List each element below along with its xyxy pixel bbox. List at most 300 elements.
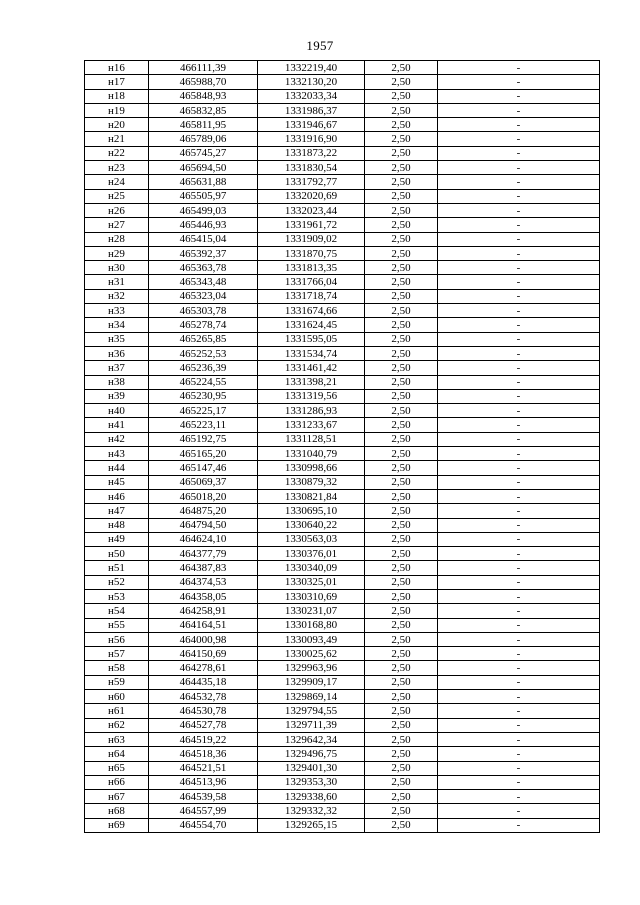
precision-cell: 2,50 <box>365 818 438 832</box>
x-coordinate-cell: 465343,48 <box>149 275 258 289</box>
precision-cell: 2,50 <box>365 718 438 732</box>
x-coordinate-cell: 465415,04 <box>149 232 258 246</box>
table-row <box>85 461 600 475</box>
y-coordinate-cell: 1331961,72 <box>258 218 365 232</box>
precision-cell: 2,50 <box>365 732 438 746</box>
point-label-cell: н57 <box>85 647 149 661</box>
y-coordinate-cell: 1330563,03 <box>258 532 365 546</box>
precision-cell: 2,50 <box>365 690 438 704</box>
x-coordinate-cell: 465392,37 <box>149 246 258 260</box>
table-row <box>85 61 600 75</box>
x-coordinate-cell: 465224,55 <box>149 375 258 389</box>
table-row <box>85 675 600 689</box>
precision-cell: 2,50 <box>365 604 438 618</box>
table-row <box>85 361 600 375</box>
precision-cell: 2,50 <box>365 518 438 532</box>
point-label-cell: н56 <box>85 632 149 646</box>
point-label-cell: н60 <box>85 690 149 704</box>
precision-cell: 2,50 <box>365 289 438 303</box>
x-coordinate-cell: 465505,97 <box>149 189 258 203</box>
precision-cell: 2,50 <box>365 389 438 403</box>
note-cell: - <box>438 161 600 175</box>
note-cell: - <box>438 561 600 575</box>
precision-cell: 2,50 <box>365 375 438 389</box>
y-coordinate-cell: 1331813,35 <box>258 261 365 275</box>
note-cell: - <box>438 418 600 432</box>
precision-cell: 2,50 <box>365 103 438 117</box>
y-coordinate-cell: 1331674,66 <box>258 304 365 318</box>
point-label-cell: н50 <box>85 547 149 561</box>
note-cell: - <box>438 532 600 546</box>
x-coordinate-cell: 464358,05 <box>149 589 258 603</box>
table-row <box>85 132 600 146</box>
point-label-cell: н20 <box>85 118 149 132</box>
point-label-cell: н34 <box>85 318 149 332</box>
note-cell: - <box>438 218 600 232</box>
table-row <box>85 447 600 461</box>
table-row <box>85 103 600 117</box>
point-label-cell: н49 <box>85 532 149 546</box>
y-coordinate-cell: 1330325,01 <box>258 575 365 589</box>
y-coordinate-cell: 1331873,22 <box>258 146 365 160</box>
point-label-cell: н22 <box>85 146 149 160</box>
note-cell: - <box>438 146 600 160</box>
y-coordinate-cell: 1329353,30 <box>258 775 365 789</box>
x-coordinate-cell: 464554,70 <box>149 818 258 832</box>
point-label-cell: н35 <box>85 332 149 346</box>
note-cell: - <box>438 475 600 489</box>
precision-cell: 2,50 <box>365 146 438 160</box>
precision-cell: 2,50 <box>365 790 438 804</box>
table-row <box>85 346 600 360</box>
x-coordinate-cell: 464532,78 <box>149 690 258 704</box>
y-coordinate-cell: 1331595,05 <box>258 332 365 346</box>
x-coordinate-cell: 465848,93 <box>149 89 258 103</box>
table-row <box>85 175 600 189</box>
y-coordinate-cell: 1331830,54 <box>258 161 365 175</box>
precision-cell: 2,50 <box>365 361 438 375</box>
table-row <box>85 618 600 632</box>
x-coordinate-cell: 465446,93 <box>149 218 258 232</box>
point-label-cell: н31 <box>85 275 149 289</box>
note-cell: - <box>438 447 600 461</box>
point-label-cell: н30 <box>85 261 149 275</box>
note-cell: - <box>438 232 600 246</box>
y-coordinate-cell: 1332033,34 <box>258 89 365 103</box>
y-coordinate-cell: 1329869,14 <box>258 690 365 704</box>
y-coordinate-cell: 1329496,75 <box>258 747 365 761</box>
note-cell: - <box>438 661 600 675</box>
precision-cell: 2,50 <box>365 61 438 75</box>
point-label-cell: н42 <box>85 432 149 446</box>
x-coordinate-cell: 465323,04 <box>149 289 258 303</box>
table-row <box>85 275 600 289</box>
precision-cell: 2,50 <box>365 161 438 175</box>
point-label-cell: н21 <box>85 132 149 146</box>
point-label-cell: н25 <box>85 189 149 203</box>
note-cell: - <box>438 647 600 661</box>
table-row <box>85 561 600 575</box>
x-coordinate-cell: 464557,99 <box>149 804 258 818</box>
point-label-cell: н26 <box>85 203 149 217</box>
precision-cell: 2,50 <box>365 704 438 718</box>
table-row <box>85 89 600 103</box>
table-row <box>85 518 600 532</box>
y-coordinate-cell: 1331870,75 <box>258 246 365 260</box>
precision-cell: 2,50 <box>365 632 438 646</box>
x-coordinate-cell: 464164,51 <box>149 618 258 632</box>
precision-cell: 2,50 <box>365 589 438 603</box>
x-coordinate-cell: 465745,27 <box>149 146 258 160</box>
note-cell: - <box>438 103 600 117</box>
point-label-cell: н44 <box>85 461 149 475</box>
table-row <box>85 604 600 618</box>
table-row <box>85 718 600 732</box>
table-row <box>85 404 600 418</box>
table-row <box>85 389 600 403</box>
precision-cell: 2,50 <box>365 504 438 518</box>
note-cell: - <box>438 375 600 389</box>
note-cell: - <box>438 389 600 403</box>
point-label-cell: н66 <box>85 775 149 789</box>
x-coordinate-cell: 464000,98 <box>149 632 258 646</box>
table-row <box>85 532 600 546</box>
precision-cell: 2,50 <box>365 747 438 761</box>
table-row <box>85 661 600 675</box>
note-cell: - <box>438 304 600 318</box>
point-label-cell: н51 <box>85 561 149 575</box>
point-label-cell: н67 <box>85 790 149 804</box>
note-cell: - <box>438 732 600 746</box>
note-cell: - <box>438 175 600 189</box>
x-coordinate-cell: 465278,74 <box>149 318 258 332</box>
point-label-cell: н53 <box>85 589 149 603</box>
note-cell: - <box>438 361 600 375</box>
note-cell: - <box>438 89 600 103</box>
x-coordinate-cell: 465832,85 <box>149 103 258 117</box>
table-row <box>85 704 600 718</box>
y-coordinate-cell: 1331766,04 <box>258 275 365 289</box>
y-coordinate-cell: 1331286,93 <box>258 404 365 418</box>
coordinates-table <box>84 60 600 833</box>
point-label-cell: н43 <box>85 447 149 461</box>
precision-cell: 2,50 <box>365 761 438 775</box>
note-cell: - <box>438 132 600 146</box>
precision-cell: 2,50 <box>365 189 438 203</box>
x-coordinate-cell: 464513,96 <box>149 775 258 789</box>
point-label-cell: н52 <box>85 575 149 589</box>
y-coordinate-cell: 1329963,96 <box>258 661 365 675</box>
point-label-cell: н24 <box>85 175 149 189</box>
table-row <box>85 246 600 260</box>
x-coordinate-cell: 465303,78 <box>149 304 258 318</box>
y-coordinate-cell: 1331718,74 <box>258 289 365 303</box>
table-row <box>85 632 600 646</box>
table-row <box>85 647 600 661</box>
point-label-cell: н65 <box>85 761 149 775</box>
precision-cell: 2,50 <box>365 261 438 275</box>
note-cell: - <box>438 747 600 761</box>
table-row <box>85 146 600 160</box>
table-row <box>85 489 600 503</box>
y-coordinate-cell: 1331792,77 <box>258 175 365 189</box>
note-cell: - <box>438 690 600 704</box>
table-row <box>85 75 600 89</box>
y-coordinate-cell: 1330310,69 <box>258 589 365 603</box>
precision-cell: 2,50 <box>365 304 438 318</box>
point-label-cell: н16 <box>85 61 149 75</box>
point-label-cell: н59 <box>85 675 149 689</box>
note-cell: - <box>438 518 600 532</box>
y-coordinate-cell: 1330231,07 <box>258 604 365 618</box>
x-coordinate-cell: 464150,69 <box>149 647 258 661</box>
table-row <box>85 375 600 389</box>
y-coordinate-cell: 1330695,10 <box>258 504 365 518</box>
table-row <box>85 289 600 303</box>
note-cell: - <box>438 346 600 360</box>
point-label-cell: н55 <box>85 618 149 632</box>
point-label-cell: н47 <box>85 504 149 518</box>
x-coordinate-cell: 465223,11 <box>149 418 258 432</box>
x-coordinate-cell: 464374,53 <box>149 575 258 589</box>
x-coordinate-cell: 465147,46 <box>149 461 258 475</box>
note-cell: - <box>438 675 600 689</box>
precision-cell: 2,50 <box>365 618 438 632</box>
table-row <box>85 790 600 804</box>
table-row <box>85 504 600 518</box>
table-row <box>85 547 600 561</box>
precision-cell: 2,50 <box>365 489 438 503</box>
precision-cell: 2,50 <box>365 232 438 246</box>
precision-cell: 2,50 <box>365 561 438 575</box>
precision-cell: 2,50 <box>365 404 438 418</box>
precision-cell: 2,50 <box>365 475 438 489</box>
x-coordinate-cell: 464278,61 <box>149 661 258 675</box>
precision-cell: 2,50 <box>365 118 438 132</box>
note-cell: - <box>438 761 600 775</box>
note-cell: - <box>438 575 600 589</box>
precision-cell: 2,50 <box>365 218 438 232</box>
point-label-cell: н48 <box>85 518 149 532</box>
x-coordinate-cell: 465988,70 <box>149 75 258 89</box>
point-label-cell: н29 <box>85 246 149 260</box>
precision-cell: 2,50 <box>365 804 438 818</box>
y-coordinate-cell: 1329642,34 <box>258 732 365 746</box>
y-coordinate-cell: 1332219,40 <box>258 61 365 75</box>
table-row <box>85 218 600 232</box>
table-row <box>85 775 600 789</box>
note-cell: - <box>438 704 600 718</box>
y-coordinate-cell: 1331916,90 <box>258 132 365 146</box>
x-coordinate-cell: 465192,75 <box>149 432 258 446</box>
precision-cell: 2,50 <box>365 532 438 546</box>
y-coordinate-cell: 1330998,66 <box>258 461 365 475</box>
table-row <box>85 475 600 489</box>
table-row <box>85 690 600 704</box>
note-cell: - <box>438 461 600 475</box>
x-coordinate-cell: 465252,53 <box>149 346 258 360</box>
x-coordinate-cell: 464624,10 <box>149 532 258 546</box>
table-row <box>85 304 600 318</box>
point-label-cell: н69 <box>85 818 149 832</box>
precision-cell: 2,50 <box>365 246 438 260</box>
y-coordinate-cell: 1332023,44 <box>258 203 365 217</box>
point-label-cell: н54 <box>85 604 149 618</box>
table-row <box>85 232 600 246</box>
note-cell: - <box>438 75 600 89</box>
table-row <box>85 332 600 346</box>
x-coordinate-cell: 465236,39 <box>149 361 258 375</box>
y-coordinate-cell: 1331986,37 <box>258 103 365 117</box>
note-cell: - <box>438 804 600 818</box>
table-row <box>85 203 600 217</box>
precision-cell: 2,50 <box>365 89 438 103</box>
point-label-cell: н39 <box>85 389 149 403</box>
y-coordinate-cell: 1329794,55 <box>258 704 365 718</box>
x-coordinate-cell: 464387,83 <box>149 561 258 575</box>
precision-cell: 2,50 <box>365 132 438 146</box>
note-cell: - <box>438 818 600 832</box>
note-cell: - <box>438 275 600 289</box>
x-coordinate-cell: 465363,78 <box>149 261 258 275</box>
precision-cell: 2,50 <box>365 203 438 217</box>
precision-cell: 2,50 <box>365 432 438 446</box>
note-cell: - <box>438 246 600 260</box>
table-row <box>85 318 600 332</box>
y-coordinate-cell: 1329711,39 <box>258 718 365 732</box>
x-coordinate-cell: 465631,88 <box>149 175 258 189</box>
x-coordinate-cell: 465230,95 <box>149 389 258 403</box>
x-coordinate-cell: 464521,51 <box>149 761 258 775</box>
note-cell: - <box>438 589 600 603</box>
note-cell: - <box>438 118 600 132</box>
note-cell: - <box>438 203 600 217</box>
point-label-cell: н46 <box>85 489 149 503</box>
x-coordinate-cell: 464539,58 <box>149 790 258 804</box>
note-cell: - <box>438 189 600 203</box>
x-coordinate-cell: 464435,18 <box>149 675 258 689</box>
table-row <box>85 732 600 746</box>
precision-cell: 2,50 <box>365 661 438 675</box>
precision-cell: 2,50 <box>365 547 438 561</box>
point-label-cell: н63 <box>85 732 149 746</box>
point-label-cell: н45 <box>85 475 149 489</box>
y-coordinate-cell: 1329332,32 <box>258 804 365 818</box>
note-cell: - <box>438 718 600 732</box>
table-row <box>85 761 600 775</box>
y-coordinate-cell: 1330168,80 <box>258 618 365 632</box>
table-row <box>85 118 600 132</box>
point-label-cell: н38 <box>85 375 149 389</box>
x-coordinate-cell: 465069,37 <box>149 475 258 489</box>
x-coordinate-cell: 464518,36 <box>149 747 258 761</box>
precision-cell: 2,50 <box>365 675 438 689</box>
note-cell: - <box>438 61 600 75</box>
table-row <box>85 589 600 603</box>
y-coordinate-cell: 1330879,32 <box>258 475 365 489</box>
note-cell: - <box>438 632 600 646</box>
note-cell: - <box>438 404 600 418</box>
y-coordinate-cell: 1331909,02 <box>258 232 365 246</box>
x-coordinate-cell: 464530,78 <box>149 704 258 718</box>
precision-cell: 2,50 <box>365 175 438 189</box>
point-label-cell: н23 <box>85 161 149 175</box>
precision-cell: 2,50 <box>365 575 438 589</box>
note-cell: - <box>438 318 600 332</box>
point-label-cell: н41 <box>85 418 149 432</box>
precision-cell: 2,50 <box>365 447 438 461</box>
x-coordinate-cell: 465789,06 <box>149 132 258 146</box>
precision-cell: 2,50 <box>365 75 438 89</box>
y-coordinate-cell: 1329909,17 <box>258 675 365 689</box>
x-coordinate-cell: 464794,50 <box>149 518 258 532</box>
table-row <box>85 804 600 818</box>
y-coordinate-cell: 1331128,51 <box>258 432 365 446</box>
x-coordinate-cell: 465694,50 <box>149 161 258 175</box>
precision-cell: 2,50 <box>365 461 438 475</box>
y-coordinate-cell: 1331534,74 <box>258 346 365 360</box>
note-cell: - <box>438 261 600 275</box>
note-cell: - <box>438 547 600 561</box>
table-row <box>85 189 600 203</box>
y-coordinate-cell: 1331233,67 <box>258 418 365 432</box>
coordinates-table-body <box>85 61 600 833</box>
table-row <box>85 575 600 589</box>
y-coordinate-cell: 1331040,79 <box>258 447 365 461</box>
note-cell: - <box>438 504 600 518</box>
point-label-cell: н40 <box>85 404 149 418</box>
note-cell: - <box>438 332 600 346</box>
point-label-cell: н17 <box>85 75 149 89</box>
point-label-cell: н64 <box>85 747 149 761</box>
x-coordinate-cell: 465018,20 <box>149 489 258 503</box>
note-cell: - <box>438 604 600 618</box>
y-coordinate-cell: 1331624,45 <box>258 318 365 332</box>
page-number: 1957 <box>306 38 334 53</box>
x-coordinate-cell: 464527,78 <box>149 718 258 732</box>
precision-cell: 2,50 <box>365 418 438 432</box>
x-coordinate-cell: 465265,85 <box>149 332 258 346</box>
table-row <box>85 432 600 446</box>
precision-cell: 2,50 <box>365 346 438 360</box>
point-label-cell: н58 <box>85 661 149 675</box>
x-coordinate-cell: 464519,22 <box>149 732 258 746</box>
y-coordinate-cell: 1331461,42 <box>258 361 365 375</box>
table-row <box>85 818 600 832</box>
y-coordinate-cell: 1331946,67 <box>258 118 365 132</box>
table-row <box>85 747 600 761</box>
precision-cell: 2,50 <box>365 275 438 289</box>
y-coordinate-cell: 1331398,21 <box>258 375 365 389</box>
y-coordinate-cell: 1331319,56 <box>258 389 365 403</box>
point-label-cell: н32 <box>85 289 149 303</box>
x-coordinate-cell: 466111,39 <box>149 61 258 75</box>
table-row <box>85 161 600 175</box>
point-label-cell: н33 <box>85 304 149 318</box>
x-coordinate-cell: 465499,03 <box>149 203 258 217</box>
x-coordinate-cell: 465811,95 <box>149 118 258 132</box>
table-row <box>85 418 600 432</box>
point-label-cell: н19 <box>85 103 149 117</box>
note-cell: - <box>438 790 600 804</box>
point-label-cell: н61 <box>85 704 149 718</box>
y-coordinate-cell: 1332020,69 <box>258 189 365 203</box>
y-coordinate-cell: 1329401,30 <box>258 761 365 775</box>
note-cell: - <box>438 618 600 632</box>
note-cell: - <box>438 289 600 303</box>
precision-cell: 2,50 <box>365 318 438 332</box>
point-label-cell: н27 <box>85 218 149 232</box>
